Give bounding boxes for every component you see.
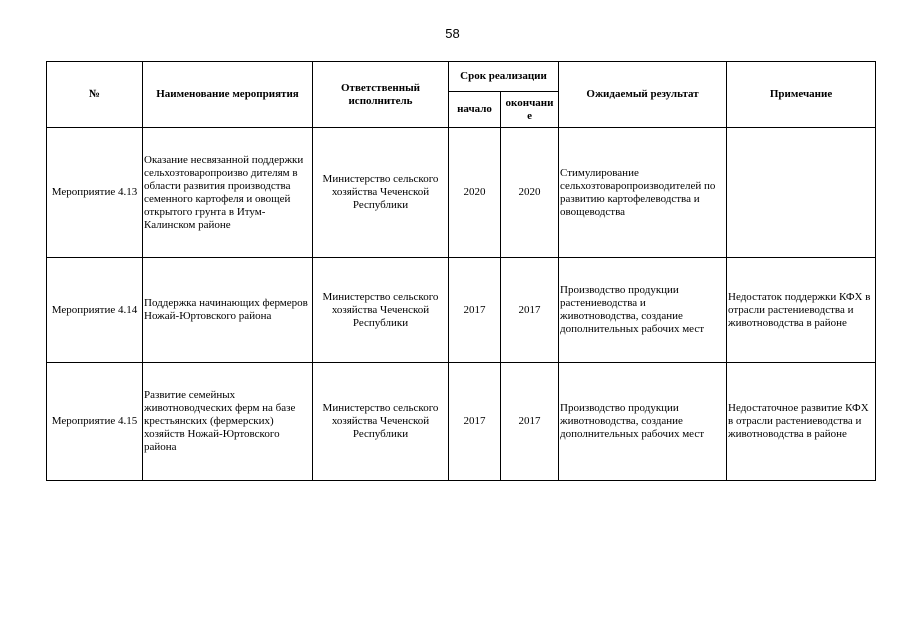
cell-name: Развитие семейных животноводческих ферм на базе крестьянских (фермерских) хозяйств Ножай-Юртовского района [143,363,313,481]
cell-result: Производство продукции растениеводства и животноводства, создание дополнительных рабочих мест [559,258,727,363]
cell-start: 2017 [449,258,501,363]
cell-name: Оказание несвязанной поддержки сельхозтоваропроизво дителям в области развития производства семенного картофеля и овощей открытого грунта в Итум-Калинском районе [143,128,313,258]
header-num: № [47,62,143,128]
cell-note: Недостаточное развитие КФХ в отрасли растениеводства и животноводства в районе [727,363,876,481]
cell-end: 2017 [501,363,559,481]
table-row [47,258,876,363]
cell-result: Производство продукции животноводства, создание дополнительных рабочих мест [559,363,727,481]
cell-name: Поддержка начинающих фермеров Ножай-Юртовского района [143,258,313,363]
header-start: начало [449,92,501,128]
activities-table [46,61,876,481]
cell-executor: Министерство сельского хозяйства Чеченской Республики [313,258,449,363]
table-header-row [47,62,876,92]
cell-start: 2017 [449,363,501,481]
table-row [47,363,876,481]
table-row [47,128,876,258]
page-number: 58 [445,26,460,41]
header-period: Срок реализации [449,62,559,92]
cell-note [727,128,876,258]
cell-num: Мероприятие 4.14 [47,258,143,363]
header-end: окончани е [501,92,559,128]
cell-start: 2020 [449,128,501,258]
cell-result: Стимулирование сельхозтоваропроизводителей по развитию картофелеводства и овощеводства [559,128,727,258]
cell-end: 2017 [501,258,559,363]
cell-note: Недостаток поддержки КФХ в отрасли растениеводства и животноводства в районе [727,258,876,363]
header-result: Ожидаемый результат [559,62,727,128]
header-executor: Ответственный исполнитель [313,62,449,128]
header-name: Наименование мероприятия [143,62,313,128]
cell-executor: Министерство сельского хозяйства Чеченской Республики [313,363,449,481]
cell-end: 2020 [501,128,559,258]
cell-num: Мероприятие 4.15 [47,363,143,481]
header-note: Примечание [727,62,876,128]
cell-num: Мероприятие 4.13 [47,128,143,258]
cell-executor: Министерство сельского хозяйства Чеченской Республики [313,128,449,258]
